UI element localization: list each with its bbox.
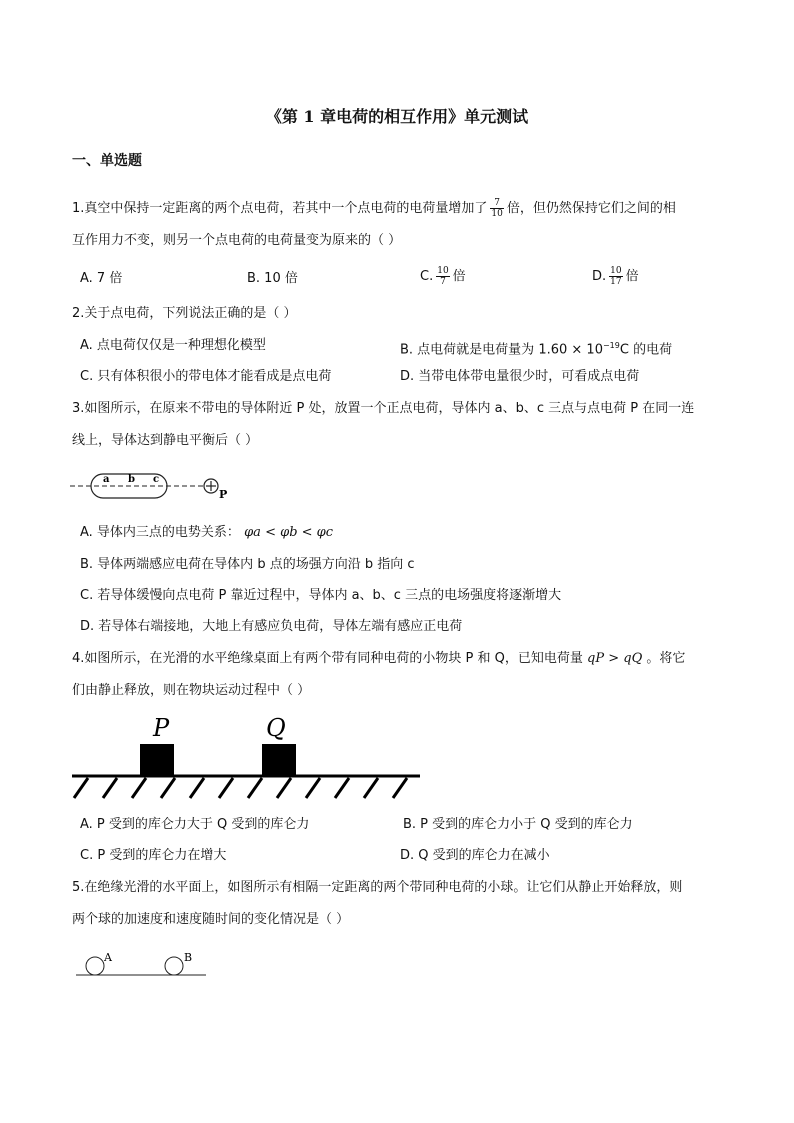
q1-opt-c-suffix: 倍 (452, 269, 466, 284)
q4-ground-hatching (74, 778, 407, 798)
q3-label-a: a (103, 474, 110, 485)
q3-option-a[interactable] (80, 524, 333, 542)
q4-line1-math: qP > qQ (587, 651, 643, 666)
q1-opt-c-fraction (436, 266, 449, 287)
q5-label-b: B (184, 951, 193, 964)
q1-opt-d-suffix: 倍 (625, 269, 639, 284)
q1-opt-d-num: 10 (610, 266, 622, 276)
q1-frac-den: 10 (491, 209, 503, 219)
q2-opt-b-post: C 的电荷 (619, 342, 673, 358)
hatch-line (393, 778, 407, 798)
q1-text-after: 倍，但仍然保持它们之间的相 (506, 201, 676, 216)
q4-option-b[interactable]: B. P 受到的库仑力小于 Q 受到的库仑力 (403, 817, 633, 832)
q3-line1: 3.如图所示，在原来不带电的导体附近 P 处，放置一个正点电荷，导体内 a、b、c 三点与点电荷 P 在同一连 (72, 401, 695, 416)
page-title: 《第 1 章电荷的相互作用》单元测试 (265, 107, 529, 126)
q1-option-c[interactable] (420, 266, 466, 287)
q3-option-d[interactable]: D. 若导体右端接地，大地上有感应负电荷，导体左端有感应正电荷 (80, 619, 463, 634)
q2-option-d[interactable]: D. 当带电体带电量很少时，可看成点电荷 (400, 369, 640, 384)
q2-opt-b-exponent: −19 (602, 341, 620, 350)
hatch-line (277, 778, 291, 798)
hatch-line (74, 778, 88, 798)
q1-option-a[interactable]: A. 7 倍 (80, 271, 123, 286)
q2-option-a[interactable]: A. 点电荷仅仅是一种理想化模型 (80, 338, 266, 353)
q2-option-b[interactable] (400, 337, 672, 359)
q5-ball-a (86, 957, 104, 975)
q2-option-c[interactable]: C. 只有体积很小的带电体才能看成是点电荷 (80, 369, 332, 384)
q3-label-b: b (128, 474, 135, 485)
q3-option-c[interactable]: C. 若导体缓慢向点电荷 P 靠近过程中，导体内 a、b、c 三点的电场强度将逐渐增大 (80, 588, 562, 603)
hatch-line (248, 778, 262, 798)
q1-text-before: 1.真空中保持一定距离的两个点电荷，若其中一个点电荷的电荷量增加了 (72, 201, 488, 216)
q4-label-q: Q (266, 714, 286, 742)
q1-opt-c-den: 7 (440, 277, 446, 287)
hatch-line (161, 778, 175, 798)
q4-line1-pre: 4.如图所示，在光滑的水平绝缘桌面上有两个带有同种电荷的小物块 P 和 Q，已知电荷量 (72, 651, 583, 666)
hatch-line (132, 778, 146, 798)
hatch-line (103, 778, 117, 798)
q4-blocks-figure (70, 710, 426, 806)
hatch-line (306, 778, 320, 798)
q2-opt-b-pre: B. 点电荷就是电荷量为 1.60 × 10 (400, 342, 603, 358)
q5-line1: 5.在绝缘光滑的水平面上，如图所示有相隔一定距离的两个带同种电荷的小球。让它们从静止开始释放，则 (72, 880, 683, 895)
hatch-line (335, 778, 349, 798)
q4-block-q (262, 744, 296, 776)
q1-fraction (490, 198, 503, 219)
q3-option-b[interactable]: B. 导体两端感应电荷在导体内 b 点的场强方向沿 b 指向 c (80, 557, 415, 572)
q2-stem: 2.关于点电荷，下列说法正确的是（ ） (72, 306, 297, 321)
hatch-line (219, 778, 233, 798)
q3-label-c: c (153, 474, 160, 485)
q4-option-a[interactable]: A. P 受到的库仑力大于 Q 受到的库仑力 (80, 817, 310, 832)
q1-option-d[interactable] (592, 266, 639, 287)
q5-line2: 两个球的加速度和速度随时间的变化情况是（ ） (72, 912, 350, 927)
q1-option-b[interactable]: B. 10 倍 (247, 271, 298, 286)
q4-label-p: P (153, 714, 170, 742)
q1-opt-c-num: 10 (437, 266, 449, 276)
q3-opt-a-pre: A. 导体内三点的电势关系： (80, 525, 240, 540)
q1-opt-d-prefix: D. (592, 269, 607, 284)
q3-line2: 线上，导体达到静电平衡后（ ） (72, 433, 259, 448)
q4-option-d[interactable]: D. Q 受到的库仑力在减小 (400, 848, 550, 863)
q1-line1 (72, 198, 676, 219)
q3-label-p: P (219, 488, 228, 501)
q5-label-a: A (104, 951, 112, 964)
q5-ball-b (165, 957, 183, 975)
q1-opt-d-fraction (609, 266, 622, 287)
q5-balls-figure (74, 948, 214, 982)
section-heading: 一、单选题 (72, 153, 142, 169)
q3-conductor-figure (70, 466, 240, 502)
q4-line1 (72, 650, 685, 668)
q4-line2: 们由静止释放，则在物块运动过程中（ ） (72, 683, 311, 698)
hatch-line (190, 778, 204, 798)
q1-frac-num: 7 (490, 198, 503, 209)
q3-opt-a-math: φa < φb < φc (244, 525, 334, 540)
q4-option-c[interactable]: C. P 受到的库仑力在增大 (80, 848, 227, 863)
hatch-line (364, 778, 378, 798)
q1-opt-c-prefix: C. (420, 269, 434, 284)
q4-line1-post: 。将它 (646, 651, 686, 666)
q1-opt-d-den: 17 (610, 277, 622, 287)
q4-block-p (140, 744, 174, 776)
q1-line2: 互作用力不变，则另一个点电荷的电荷量变为原来的（ ） (72, 233, 402, 248)
